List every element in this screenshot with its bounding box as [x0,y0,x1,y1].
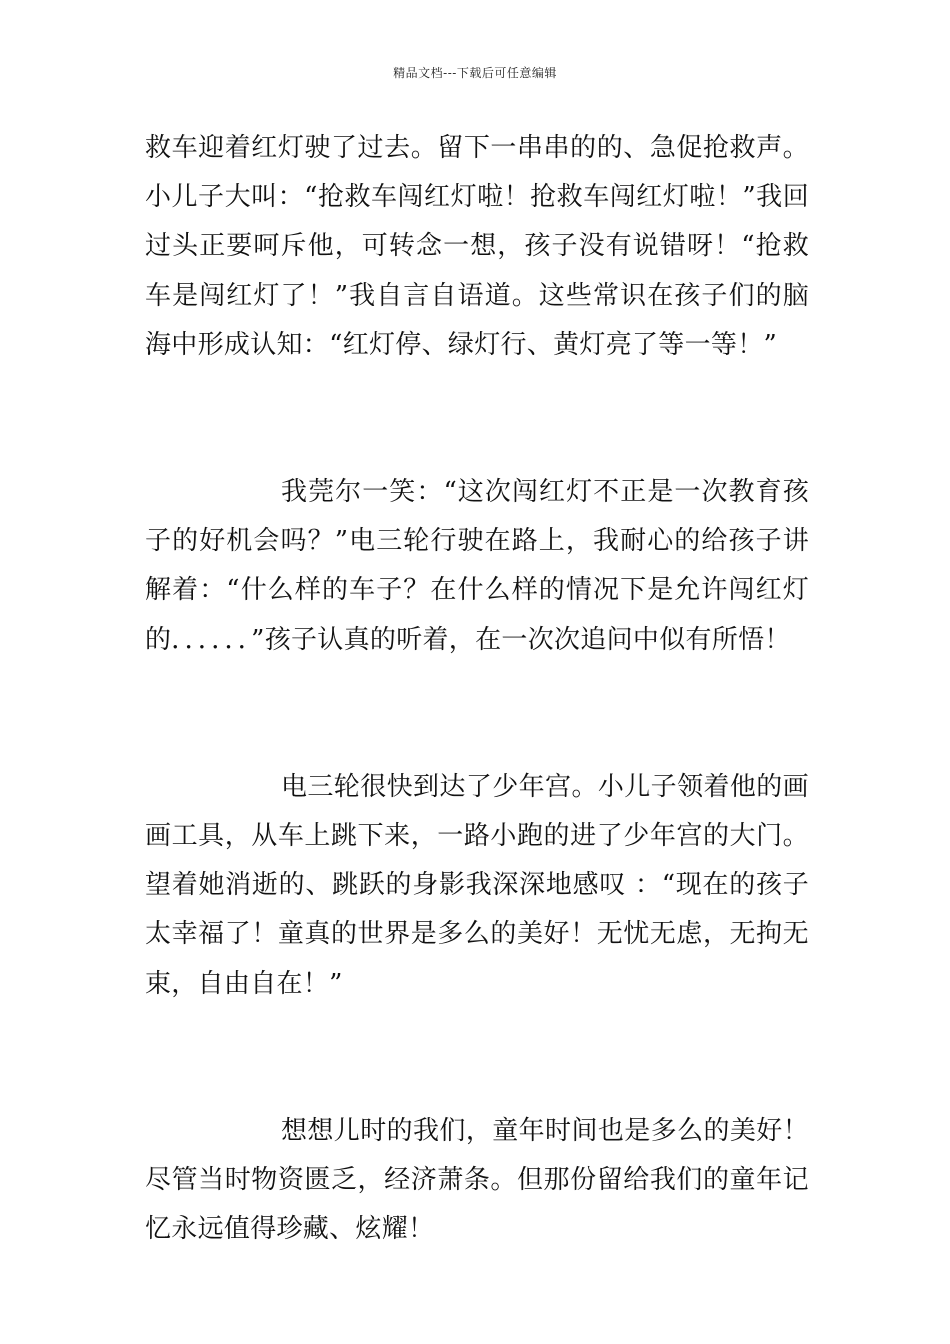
document-body [145,124,809,1254]
paragraph-spacer [145,665,809,763]
paragraph-2: 我莞尔一笑：“这次闯红灯不正是一次教育孩子的好机会吗？”电三轮行驶在路上，我耐心的给孩子讲解着：“什么样的车子？在什么样的情况下是允许闯红灯的．．．．．．”孩子认真的听着，在一次次追问中似有所悟！ [145,477,809,655]
paragraph-spacer [145,1009,809,1107]
page-header: 精品文档---下载后可任意编辑 [393,66,557,80]
paragraph-spacer [145,370,809,468]
paragraph-1: 救车迎着红灯驶了过去。留下一串串的的、急促抢救声。小儿子大叫：“抢救车闯红灯啦！抢救车闯红灯啦！”我回过头正要呵斥他，可转念一想，孩子没有说错呀！“抢救车是闯红灯了！”我自言自语道。这些常识在孩子们的脑海中形成认知：“红灯停、绿灯行、黄灯亮了等一等！” [145,133,809,360]
paragraph-3: 电三轮很快到达了少年宫。小儿子领着他的画画工具，从车上跳下来，一路小跑的进了少年宫的大门。望着她消逝的、跳跃的身影我深深地感叹 ：“现在的孩子太幸福了！童真的世界是多么的美好！无忧无虑，无拘无束，自由自在！” [145,771,809,999]
paragraph-4: 想想儿时的我们，童年时间也是多么的美好！尽管当时物资匮乏，经济萧条。但那份留给我们的童年记忆永远值得珍藏、炫耀！ [145,1115,809,1245]
